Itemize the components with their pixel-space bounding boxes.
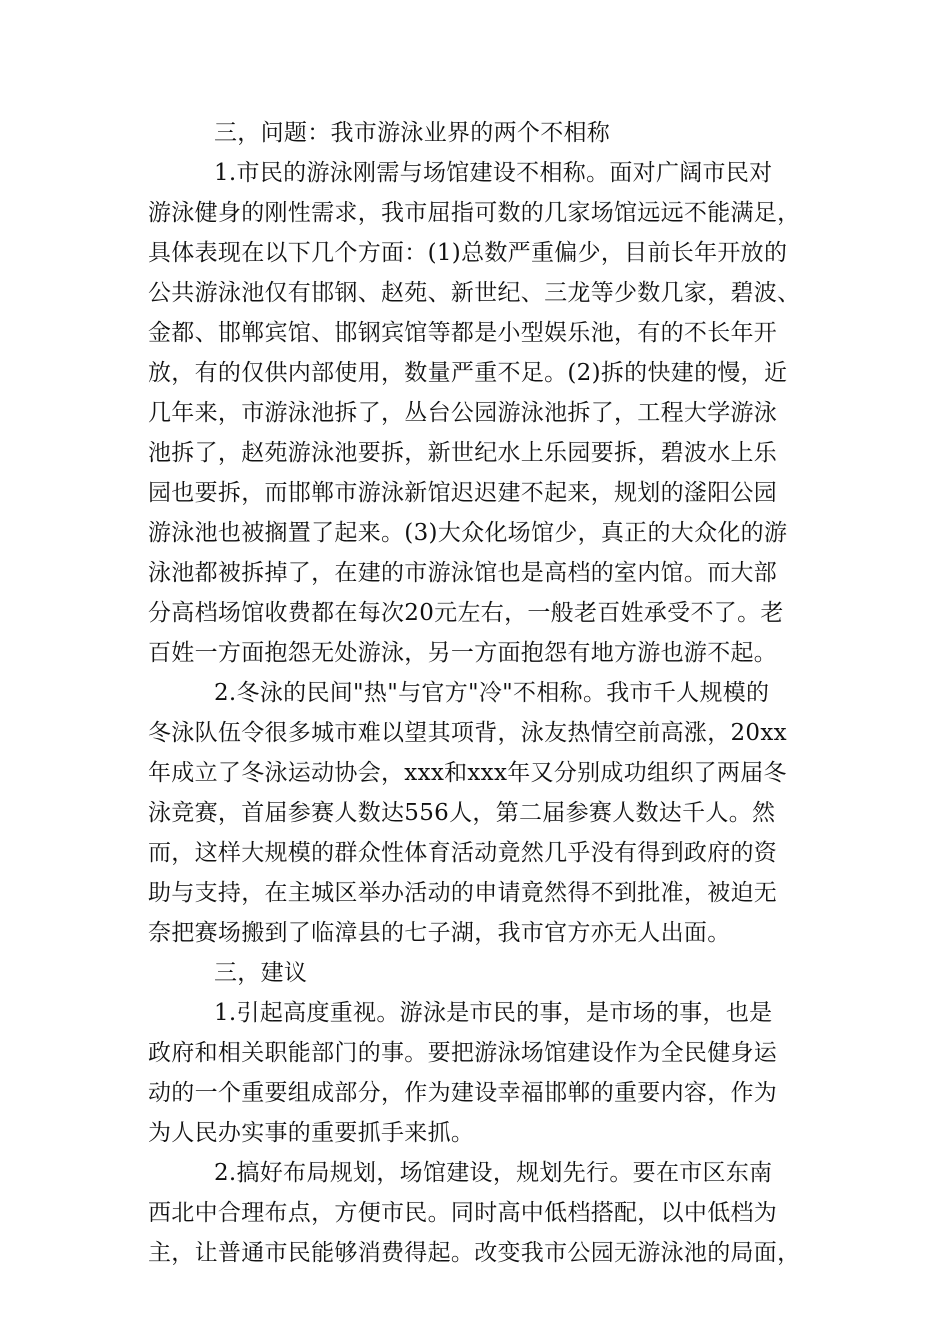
paragraph-line: 动的一个重要组成部分，作为建设幸福邯郸的重要内容，作为 bbox=[148, 1080, 778, 1106]
paragraph-line: 政府和相关职能部门的事。要把游泳场馆建设作为全民健身运 bbox=[148, 1040, 778, 1066]
paragraph-line: 冬泳队伍令很多城市难以望其项背，泳友热情空前高涨，20xx bbox=[148, 720, 787, 746]
paragraph-line: 分高档场馆收费都在每次20元左右，一般老百姓承受不了。老 bbox=[148, 600, 784, 626]
paragraph-line: 池拆了，赵苑游泳池要拆，新世纪水上乐园要拆，碧波水上乐 bbox=[148, 440, 778, 466]
paragraph-line: 公共游泳池仅有邯钢、赵苑、新世纪、三龙等少数几家，碧波、 bbox=[148, 280, 801, 306]
paragraph-line: 为人民办实事的重要抓手来抓。 bbox=[148, 1120, 475, 1146]
section-heading-problems: 三，问题：我市游泳业界的两个不相称 bbox=[214, 120, 611, 146]
paragraph-line: 助与支持，在主城区举办活动的申请竟然得不到批准，被迫无 bbox=[148, 880, 778, 906]
paragraph-line: 泳竞赛，首届参赛人数达556人，第二届参赛人数达千人。然 bbox=[148, 800, 776, 826]
paragraph-line: 游泳健身的刚性需求，我市屈指可数的几家场馆远远不能满足， bbox=[148, 200, 801, 226]
paragraph-line: 2.搞好布局规划，场馆建设，规划先行。要在市区东南 bbox=[214, 1160, 773, 1186]
paragraph-line: 几年来，市游泳池拆了，丛台公园游泳池拆了，工程大学游泳 bbox=[148, 400, 778, 426]
paragraph-line: 而，这样大规模的群众性体育活动竟然几乎没有得到政府的资 bbox=[148, 840, 778, 866]
paragraph-line: 西北中合理布点，方便市民。同时高中低档搭配，以中低档为 bbox=[148, 1200, 778, 1226]
paragraph-line: 奈把赛场搬到了临漳县的七子湖，我市官方亦无人出面。 bbox=[148, 920, 731, 946]
paragraph-line: 主，让普通市民能够消费得起。改变我市公园无游泳池的局面， bbox=[148, 1240, 801, 1266]
paragraph-line: 百姓一方面抱怨无处游泳，另一方面抱怨有地方游也游不起。 bbox=[148, 640, 778, 666]
paragraph-line: 年成立了冬泳运动协会，xxx和xxx年又分别成功组织了两届冬 bbox=[148, 760, 787, 786]
paragraph-line: 2.冬泳的民间"热"与官方"冷"不相称。我市千人规模的 bbox=[214, 680, 770, 706]
paragraph-line: 具体表现在以下几个方面：(1)总数严重偏少，目前长年开放的 bbox=[148, 240, 788, 266]
section-heading-suggestions: 三，建议 bbox=[214, 960, 308, 986]
paragraph-line: 泳池都被拆掉了，在建的市游泳馆也是高档的室内馆。而大部 bbox=[148, 560, 778, 586]
paragraph-line: 游泳池也被搁置了起来。(3)大众化场馆少，真正的大众化的游 bbox=[148, 520, 788, 546]
paragraph-line: 金都、邯郸宾馆、邯钢宾馆等都是小型娱乐池，有的不长年开 bbox=[148, 320, 778, 346]
paragraph-line: 放，有的仅供内部使用，数量严重不足。(2)拆的快建的慢，近 bbox=[148, 360, 788, 386]
paragraph-line: 1.市民的游泳刚需与场馆建设不相称。面对广阔市民对 bbox=[214, 160, 773, 186]
paragraph-line: 1.引起高度重视。游泳是市民的事，是市场的事，也是 bbox=[214, 1000, 773, 1026]
paragraph-line: 园也要拆，而邯郸市游泳新馆迟迟建不起来，规划的滏阳公园 bbox=[148, 480, 778, 506]
